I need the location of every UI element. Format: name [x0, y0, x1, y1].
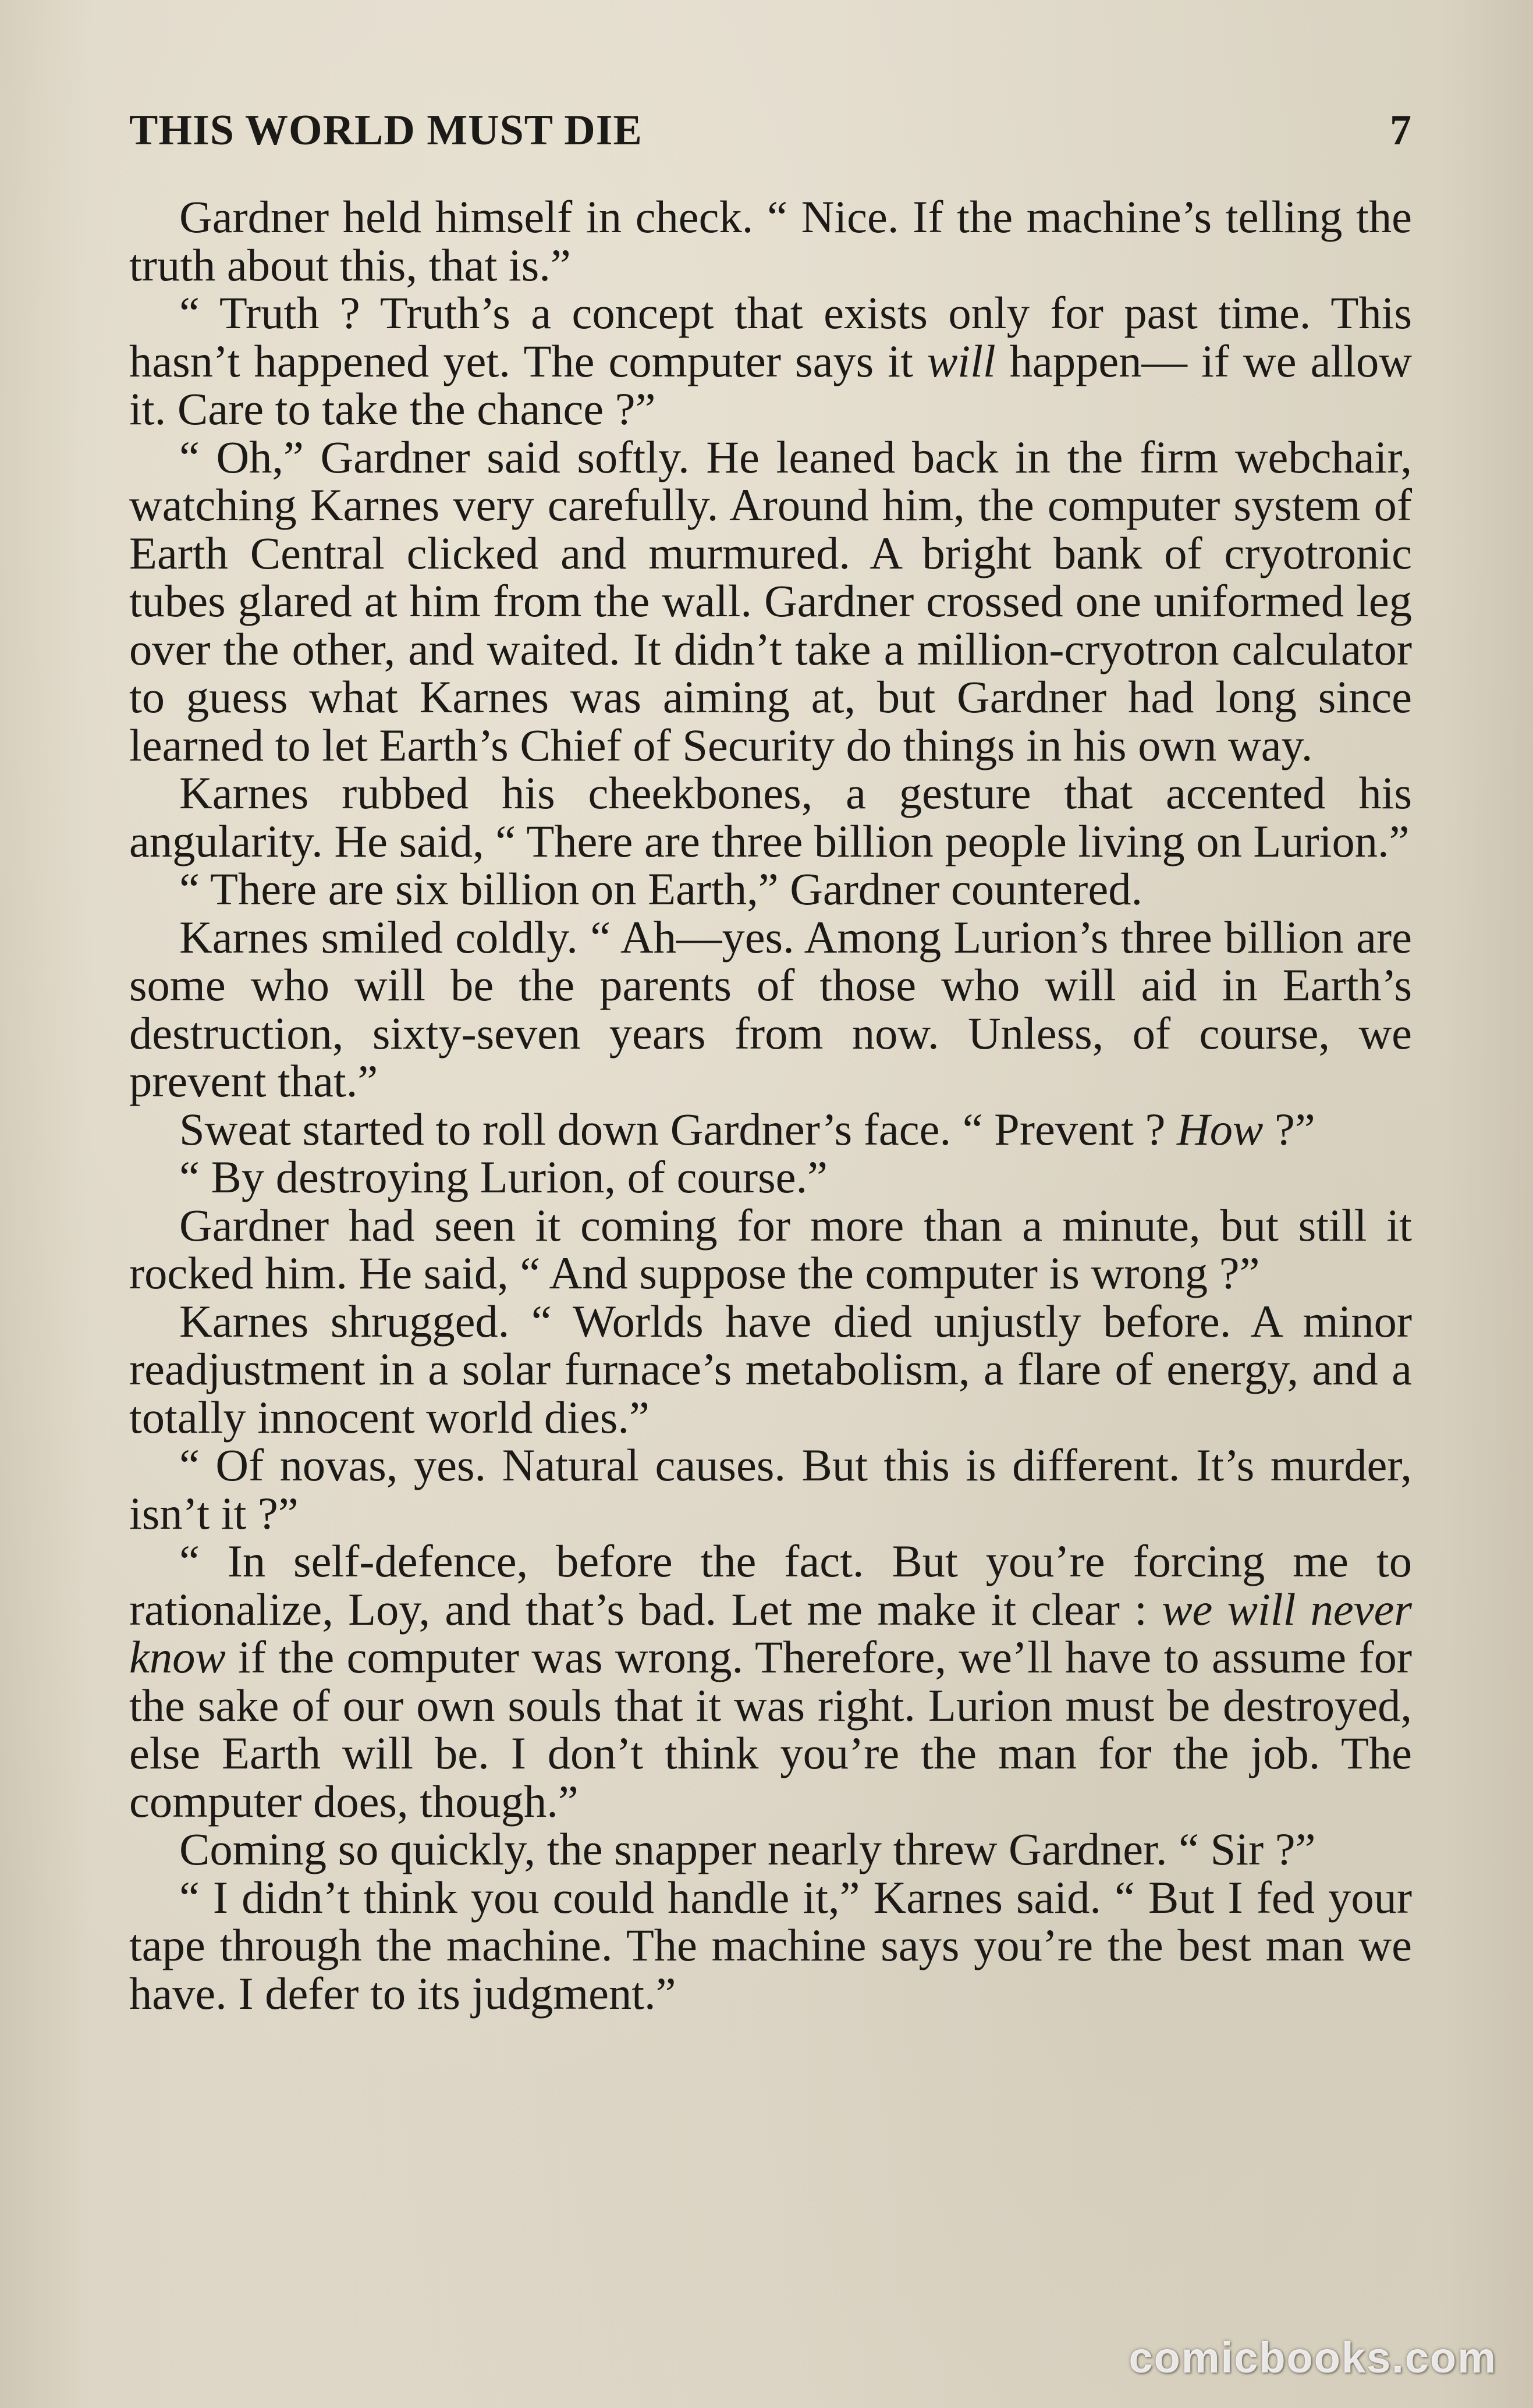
italic-text: How — [1177, 1103, 1264, 1155]
text-run: if the computer was wrong. Therefore, we’ll have to assume for the sake of our own souls that it was right. Lurion must be destroyed, else Earth will be. I don’t think you’re the man for the job. The computer does, though.” — [129, 1632, 1412, 1827]
paragraph — [129, 865, 1412, 914]
paragraph — [129, 1295, 1412, 1443]
text-run: Sweat started to roll down Gardner’s face. “ Prevent ? — [179, 1103, 1177, 1155]
running-title: THIS WORLD MUST DIE — [129, 106, 643, 154]
paragraph — [129, 1199, 1412, 1298]
paragraph — [129, 289, 1412, 434]
text-run: Gardner had seen it coming for more than a minute, but still it rocked him. He said, “ And suppose the computer is wrong ?” — [129, 1199, 1412, 1298]
page-number: 7 — [1390, 106, 1412, 154]
text-run: Karnes shrugged. “ Worlds have died unjustly before. A minor readjustment in a solar furnace’s metabolism, a flare of energy, and a totally innocent world dies.” — [129, 1295, 1412, 1443]
italic-text: will — [927, 335, 996, 386]
text-run: “ In self-defence, before the fact. But you’re forcing me to rationalize, Loy, and that’s bad. Let me make it clear : — [129, 1536, 1412, 1635]
text-run: ?” — [1263, 1103, 1315, 1155]
paragraph — [129, 1103, 1412, 1155]
text-run: happen— if we allow it. Care to take the chance ?” — [129, 335, 1412, 434]
paragraph — [129, 769, 1412, 865]
text-run: “ Of novas, yes. Natural causes. But this is different. It’s murder, isn’t it ?” — [129, 1440, 1412, 1539]
text-run: Gardner held himself in check. “ Nice. If the machine’s telling the truth about this, that is.” — [129, 191, 1412, 290]
text-run: Karnes smiled coldly. “ Ah—yes. Among Lurion’s three billion are some who will be the parents of those who will aid in Earth’s destruction, sixty-seven years from now. Unless, of course, we prevent that.” — [129, 911, 1412, 1106]
text-run: “ By destroying Lurion, of course.” — [179, 1152, 828, 1202]
paragraph — [129, 1825, 1412, 1874]
text-run: “ There are six billion on Earth,” Gardner countered. — [179, 864, 1143, 914]
paragraph — [129, 431, 1412, 770]
text-run: “ Oh,” Gardner said softly. He leaned back in the firm webchair, watching Karnes very carefully. Around him, the computer system of Earth Central clicked and murmured. A bright bank of cryotronic tubes glared at him from the wall. Gardner crossed one uniformed leg over the other, and waited. It didn’t take a million-cryotron calculator to guess what Karnes was aiming at, but Gardner had long since learned to let Earth’s Chief of Security do things in his own way. — [129, 431, 1412, 770]
paragraph — [129, 1537, 1412, 1825]
watermark-logo: comicbooks.com — [1129, 2334, 1497, 2382]
text-run: “ I didn’t think you could handle it,” Karnes said. “ But I fed your tape through the machine. The machine says you’re the best man we have. I defer to its judgment.” — [129, 1871, 1412, 2019]
paragraph — [129, 1153, 1412, 1202]
text-run: Karnes rubbed his cheekbones, a gesture that accented his angularity. He said, “ There are three billion people living on Lurion.” — [129, 768, 1412, 866]
text-run: “ Truth ? Truth’s a concept that exists only for past time. This hasn’t happened yet. The computer says it — [129, 287, 1412, 386]
paragraph — [129, 911, 1412, 1106]
paragraph — [129, 193, 1412, 289]
body-text — [129, 193, 1412, 2018]
running-header — [129, 106, 1412, 158]
paragraph — [129, 1871, 1412, 2019]
text-run: Coming so quickly, the snapper nearly threw Gardner. “ Sir ?” — [179, 1824, 1316, 1874]
italic-text: we will never know — [129, 1583, 1412, 1682]
paragraph — [129, 1441, 1412, 1537]
